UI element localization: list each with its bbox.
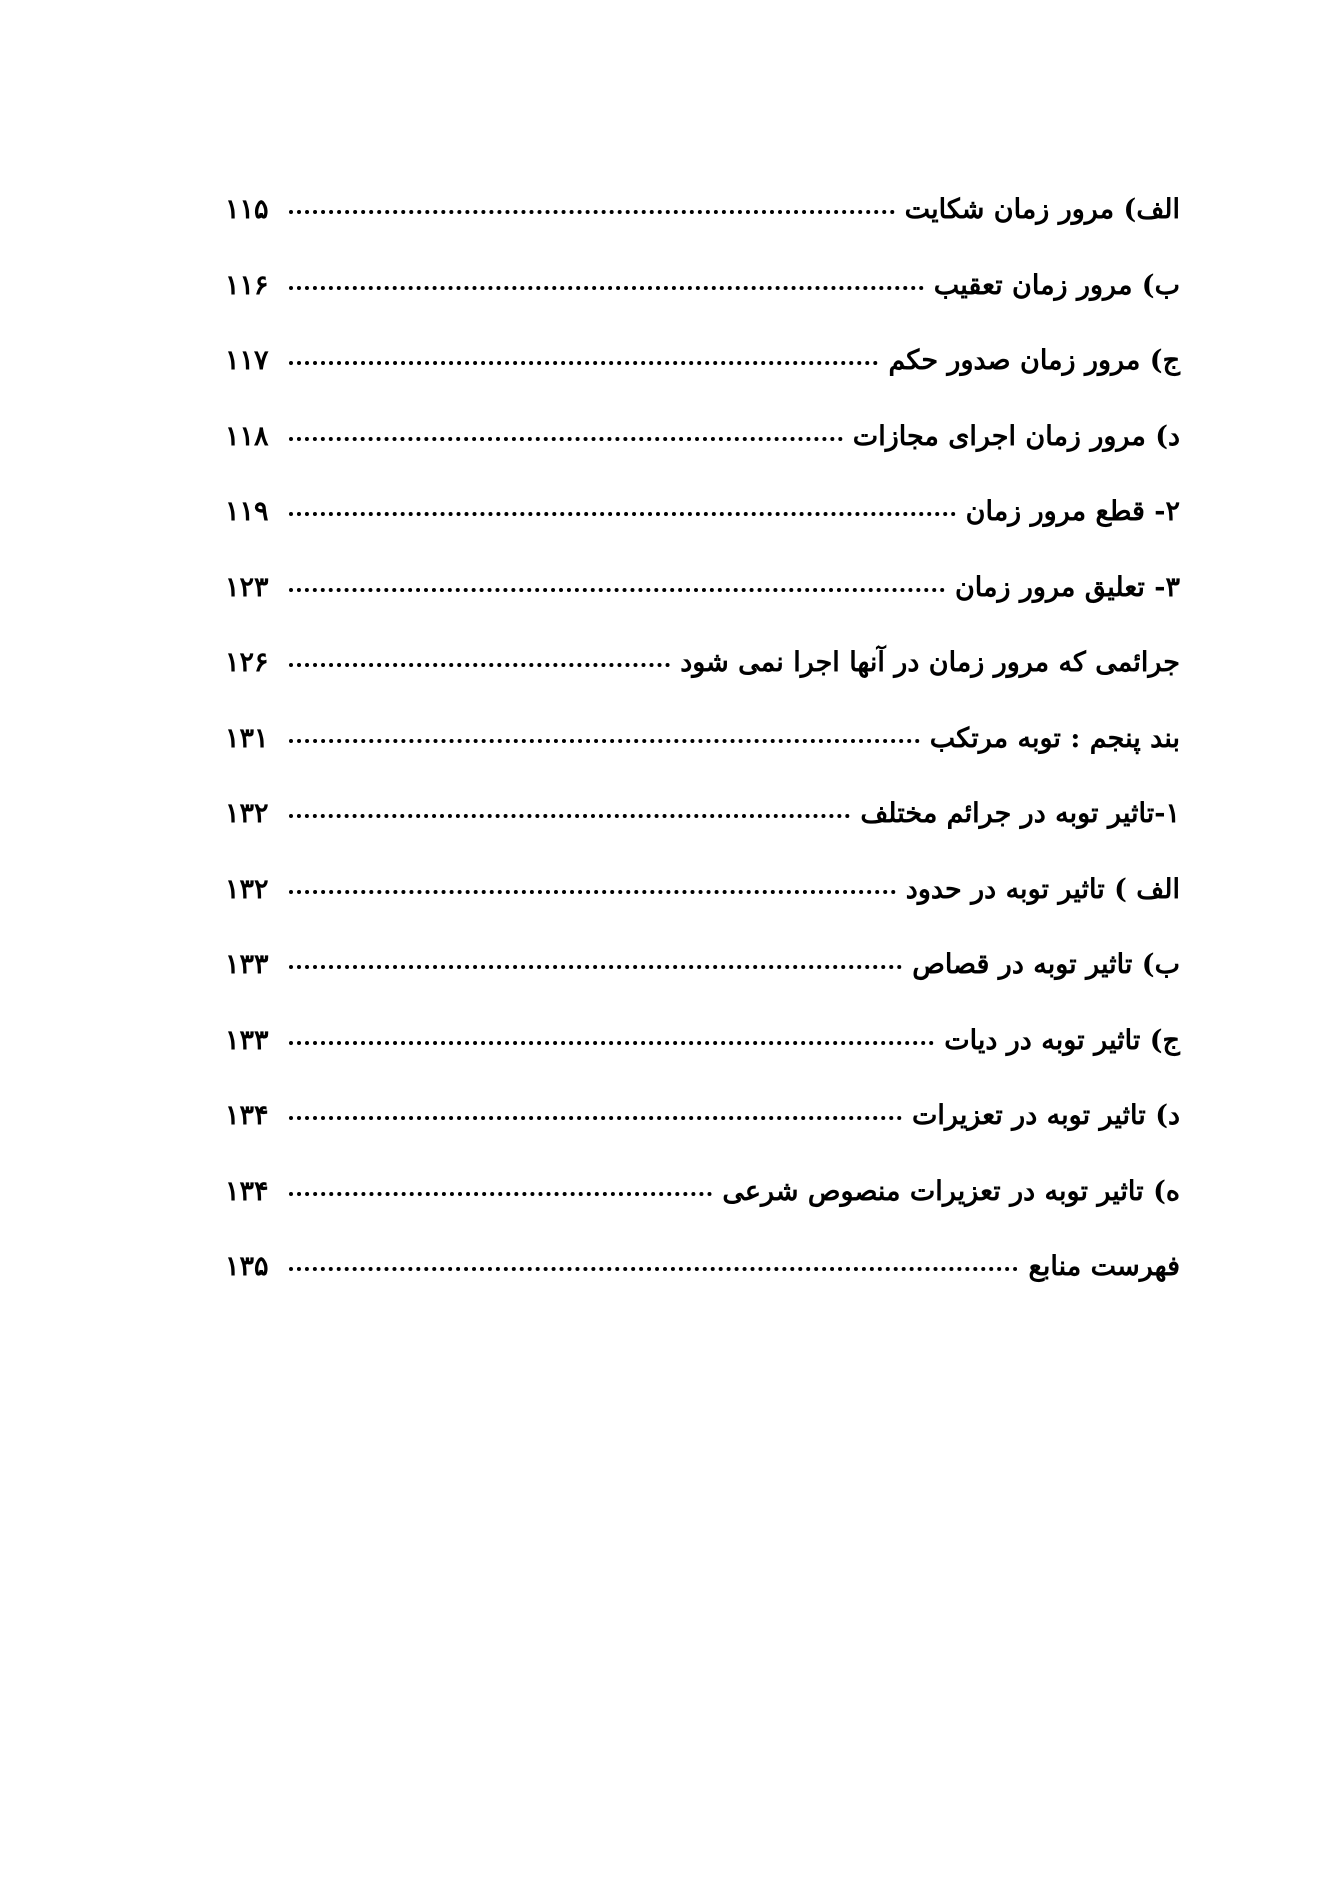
toc-entry xyxy=(225,256,1180,332)
toc-dot-leader xyxy=(289,435,843,441)
toc-dot-leader xyxy=(289,963,902,969)
toc-dot-leader xyxy=(289,888,896,894)
toc-entry xyxy=(225,1086,1180,1162)
toc-entry-title: د) تاثیر توبه در تعزیرات xyxy=(912,1100,1180,1131)
toc-entry-page: ۱۳۳ xyxy=(225,1024,269,1056)
toc-entry-title: جرائمی که مرور زمان در آنها اجرا نمی شود xyxy=(680,647,1180,678)
toc-entry xyxy=(225,860,1180,936)
toc-entry xyxy=(225,558,1180,634)
toc-entry-title: د) مرور زمان اجرای مجازات xyxy=(852,420,1180,452)
toc-dot-leader xyxy=(289,737,920,743)
toc-entry xyxy=(225,1011,1180,1087)
toc-entry-page: ۱۱۹ xyxy=(225,496,269,527)
toc-dot-leader xyxy=(289,1265,1018,1271)
toc-entry xyxy=(225,407,1180,483)
toc-dot-leader xyxy=(289,812,850,818)
toc-entry xyxy=(225,331,1180,407)
toc-entry-title: ۲- قطع مرور زمان xyxy=(965,496,1180,527)
toc-entry xyxy=(225,784,1180,860)
toc-entry-title: ۱-تاثیر توبه در جرائم مختلف xyxy=(860,798,1180,829)
toc-entry-title: الف) مرور زمان شکایت xyxy=(904,194,1180,225)
toc-entry xyxy=(225,180,1180,256)
toc-entry-title: ج) تاثیر توبه در دیات xyxy=(944,1024,1180,1056)
toc-entry-title: بند پنجم : توبه مرتکب xyxy=(929,722,1180,754)
toc-dot-leader xyxy=(289,1114,902,1120)
toc-entry-page: ۱۱۷ xyxy=(225,345,269,376)
toc-dot-leader xyxy=(289,661,670,667)
toc-entry-title: ه) تاثیر توبه در تعزیرات منصوص شرعی xyxy=(722,1175,1180,1207)
toc-entry-page: ۱۱۸ xyxy=(225,420,269,452)
toc-entry xyxy=(225,482,1180,558)
toc-entry-title: ب) تاثیر توبه در قصاص xyxy=(912,949,1180,980)
toc-dot-leader xyxy=(289,284,924,290)
toc-dot-leader xyxy=(289,586,945,592)
toc-entry-title: ب) مرور زمان تعقیب xyxy=(933,269,1180,301)
toc-entry-page: ۱۳۳ xyxy=(225,949,269,980)
toc-entry-page: ۱۳۴ xyxy=(225,1175,269,1207)
toc-entry-page: ۱۲۳ xyxy=(225,571,269,603)
toc-entry xyxy=(225,633,1180,709)
toc-dot-leader xyxy=(289,208,895,214)
toc-dot-leader xyxy=(289,510,956,516)
toc-dot-leader xyxy=(289,359,878,365)
toc-entry xyxy=(225,709,1180,785)
toc-entry xyxy=(225,935,1180,1011)
toc-entry-page: ۱۳۱ xyxy=(225,722,269,754)
toc-entry-page: ۱۳۲ xyxy=(225,873,269,905)
toc-entry-page: ۱۱۶ xyxy=(225,269,269,301)
toc-entry-page: ۱۲۶ xyxy=(225,647,269,678)
toc-dot-leader xyxy=(289,1039,934,1045)
table-of-contents xyxy=(225,180,1180,1313)
toc-entry-page: ۱۳۴ xyxy=(225,1100,269,1131)
toc-entry-title: ۳- تعلیق مرور زمان xyxy=(954,571,1180,603)
toc-entry-page: ۱۳۵ xyxy=(225,1251,269,1282)
toc-entry-title: ج) مرور زمان صدور حکم xyxy=(888,345,1180,376)
toc-entry-page: ۱۳۲ xyxy=(225,798,269,829)
toc-entry-title: فهرست منابع xyxy=(1028,1251,1180,1282)
toc-entry-title: الف ) تاثیر توبه در حدود xyxy=(905,873,1180,905)
toc-dot-leader xyxy=(289,1190,712,1196)
toc-entry-page: ۱۱۵ xyxy=(225,194,269,225)
toc-entry xyxy=(225,1237,1180,1313)
toc-entry xyxy=(225,1162,1180,1238)
